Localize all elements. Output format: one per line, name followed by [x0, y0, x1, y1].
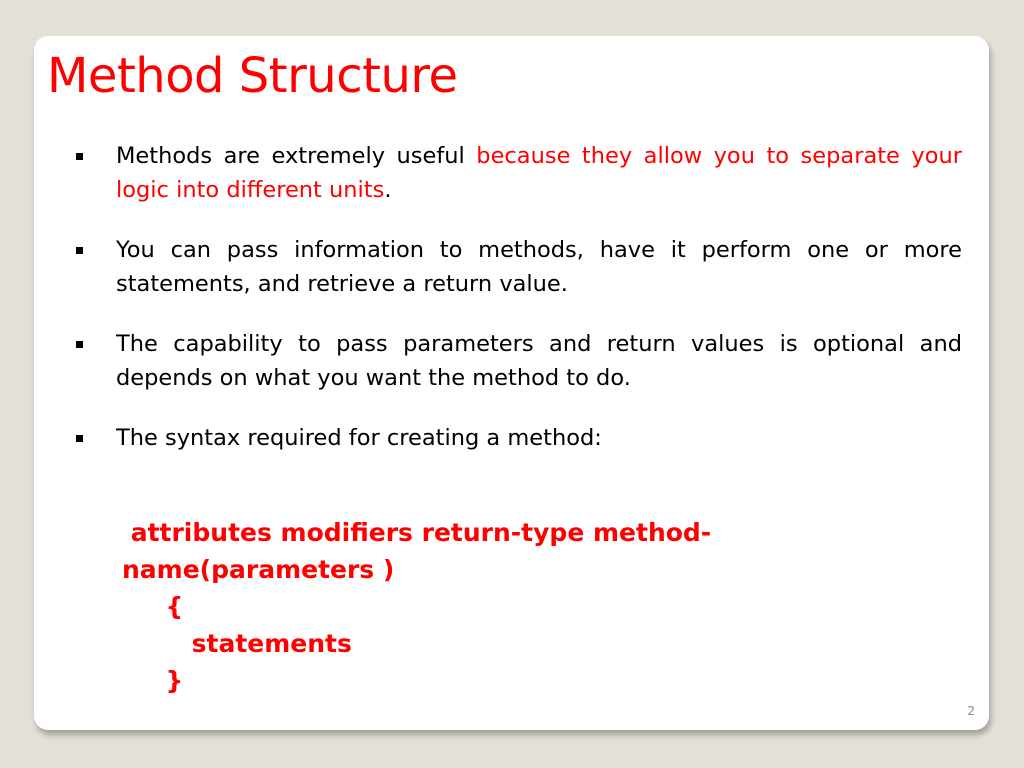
square-bullet-icon [76, 341, 83, 348]
bullet-list [116, 139, 962, 481]
syntax-line: } [122, 666, 184, 695]
bullet-text: The syntax required for creating a method: [116, 425, 602, 451]
bullet-highlight-text: because they allow you to separate your logic into different units [116, 143, 962, 203]
square-bullet-icon [76, 435, 83, 442]
bullet-suffix: . [384, 177, 392, 203]
square-bullet-icon [76, 153, 83, 160]
bullet-text: You can pass information to methods, have it perform one or more statements, and retrieve a return value. [116, 237, 962, 297]
page-number: 2 [967, 704, 975, 718]
syntax-line: attributes modifiers return-type method- [122, 518, 712, 547]
bullet-item [116, 139, 962, 207]
bullet-item [116, 327, 962, 395]
square-bullet-icon [76, 247, 83, 254]
slide [34, 36, 989, 730]
syntax-line: name(parameters ) [122, 555, 395, 584]
bullet-item [116, 233, 962, 301]
slide-title: Method Structure [47, 48, 458, 104]
syntax-line: statements [122, 629, 352, 658]
syntax-line: { [122, 592, 184, 621]
method-syntax-block [122, 514, 922, 699]
bullet-item [116, 421, 962, 455]
bullet-text: The capability to pass parameters and return values is optional and depends on what you want the method to do. [116, 331, 962, 391]
bullet-text: Methods are extremely useful [116, 143, 477, 169]
